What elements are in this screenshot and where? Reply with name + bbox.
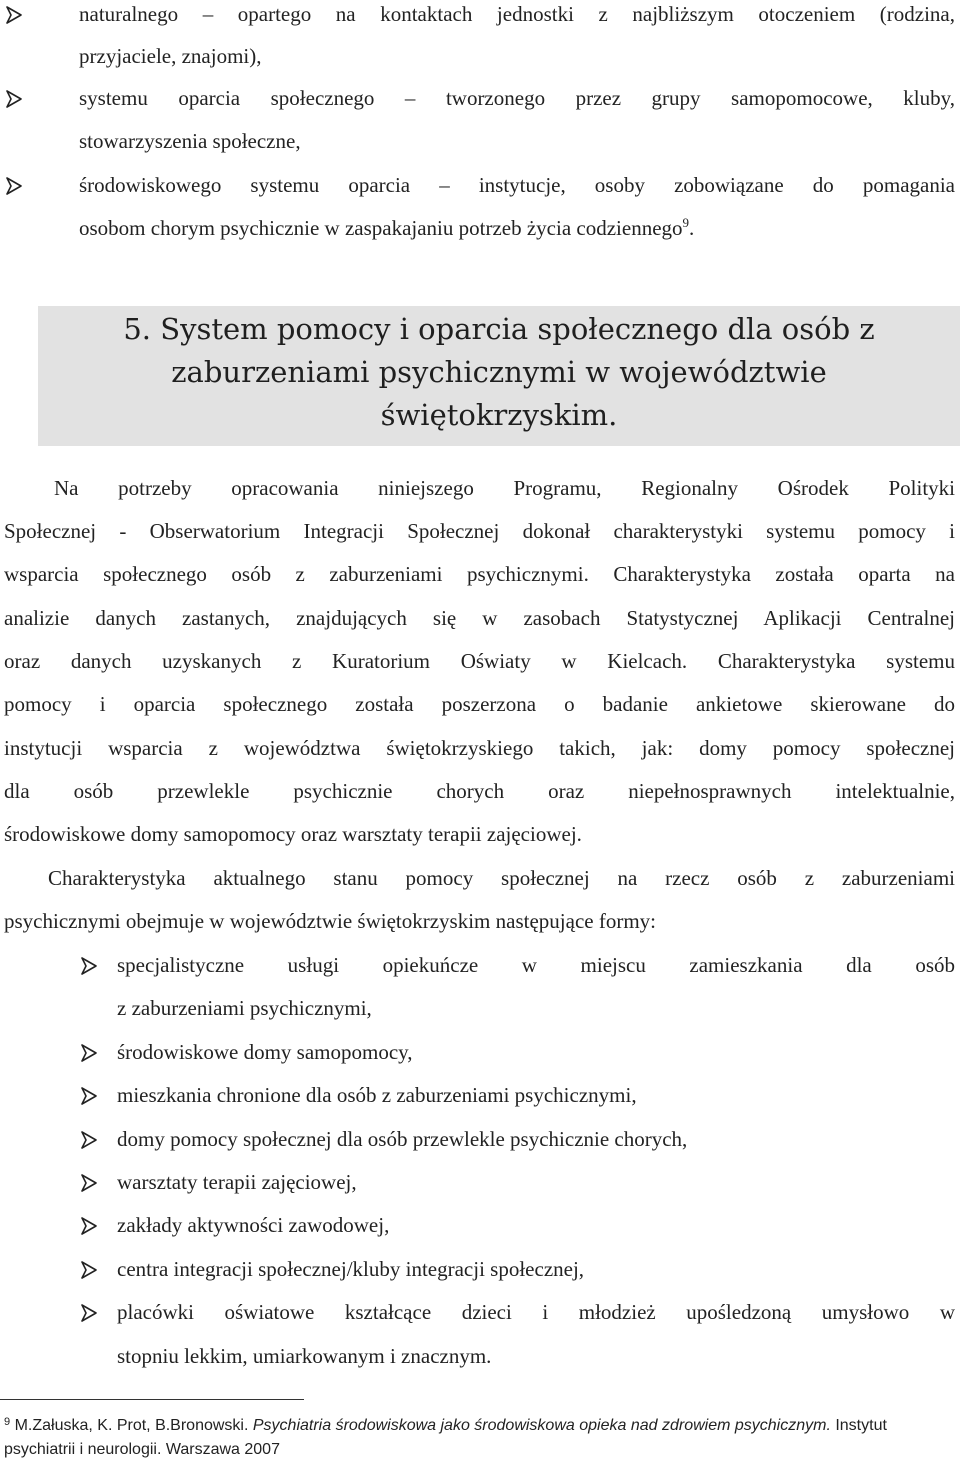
paragraph-line: Charakterystyka aktualnego stanu pomocy społecznej na rzecz osób z zaburzeniami — [48, 866, 955, 890]
paragraph-line: Na potrzeby opracowania niniejszego Programu, Regionalny Ośrodek Polityki — [54, 476, 955, 500]
paragraph-line: instytucji wsparcia z województwa świętokrzyskiego takich, jak: domy pomocy społecznej — [4, 736, 955, 760]
list-item-line — [79, 207, 694, 250]
footnote-number: 9 — [4, 1416, 11, 1428]
paragraph-line: dla osób przewlekle psychicznie chorych oraz niepełnosprawnych intelektualnie, — [4, 779, 955, 803]
list-item-line: domy pomocy społecznej dla osób przewlekle psychicznie chorych, — [117, 1127, 688, 1151]
arrow-bullet-icon — [81, 1261, 97, 1279]
footnote-authors: M.Załuska, K. Prot, B.Bronowski. — [14, 1417, 253, 1434]
list-item-line: warsztaty terapii zajęciowej, — [117, 1170, 357, 1194]
list-item-line: środowiskowego systemu oparcia – instytucje, osoby zobowiązane do pomagania — [79, 173, 955, 197]
paragraph-line: środowiskowe domy samopomocy oraz warsztaty terapii zajęciowej. — [4, 822, 582, 846]
list-item-line: zakłady aktywności zawodowej, — [117, 1213, 390, 1237]
list-item-tail: . — [689, 216, 695, 240]
list-item-line: naturalnego – opartego na kontaktach jednostki z najbliższym otoczeniem (rodzina, — [79, 2, 955, 26]
list-item-line: specjalistyczne usługi opiekuńcze w miejscu zamieszkania dla osób — [117, 953, 955, 977]
footnote-title: Psychiatria środowiskowa jako środowiskowa opieka nad zdrowiem psychicznym. — [252, 1417, 831, 1434]
footnote — [4, 1414, 924, 1462]
arrow-bullet-icon — [81, 1174, 97, 1192]
arrow-bullet-icon — [6, 177, 22, 195]
list-item-line: mieszkania chronione dla osób z zaburzeniami psychicznymi, — [117, 1083, 637, 1107]
arrow-bullet-icon — [81, 1304, 97, 1322]
paragraph-line: wsparcia społecznego osób z zaburzeniami psychicznymi. Charakterystyka została oparta na — [4, 562, 955, 586]
arrow-bullet-icon — [81, 1131, 97, 1149]
list-item-line: placówki oświatowe kształcące dzieci i młodzież upośledzoną umysłowo w — [117, 1300, 955, 1324]
list-item-line: centra integracji społecznej/kluby integracji społecznej, — [117, 1257, 585, 1281]
arrow-bullet-icon — [6, 6, 22, 24]
arrow-bullet-icon — [81, 1044, 97, 1062]
arrow-bullet-icon — [6, 90, 22, 108]
arrow-bullet-icon — [81, 1217, 97, 1235]
paragraph-line: Społecznej - Obserwatorium Integracji Społecznej dokonał charakterystyki systemu pomocy i — [4, 519, 955, 543]
section-heading-line: 5. System pomocy i oparcia społecznego dla osób z — [123, 312, 875, 346]
paragraph-line: oraz danych uzyskanych z Kuratorium Oświaty w Kielcach. Charakterystyka systemu — [4, 649, 955, 673]
paragraph-line: pomocy i oparcia społecznego została poszerzona o badanie ankietowe skierowane do — [4, 692, 955, 716]
paragraph-line: analizie danych zastanych, znajdujących się w zasobach Statystycznej Aplikacji Centralnej — [4, 606, 955, 630]
section-heading — [38, 306, 960, 446]
list-item-text: osobom chorym psychicznie w zaspakajaniu potrzeb życia codziennego — [79, 216, 683, 240]
arrow-bullet-icon — [81, 957, 97, 975]
list-item-line: stopniu lekkim, umiarkowanym i znacznym. — [117, 1344, 492, 1368]
arrow-bullet-icon — [81, 1087, 97, 1105]
footnote-publisher: Instytut psychiatrii i neurologii. Warszawa 2007 — [4, 1417, 887, 1458]
paragraph-line: psychicznymi obejmuje w województwie świętokrzyskim następujące formy: — [4, 909, 656, 933]
list-item-line: z zaburzeniami psychicznymi, — [117, 996, 372, 1020]
footnote-ref[interactable]: 9 — [682, 215, 690, 230]
footnote-divider — [0, 1399, 304, 1400]
section-heading-line: zaburzeniami psychicznymi w województwie — [171, 355, 827, 389]
list-item-line: środowiskowe domy samopomocy, — [117, 1040, 413, 1064]
list-item-line: przyjaciele, znajomi), — [79, 44, 262, 68]
list-item-line: stowarzyszenia społeczne, — [79, 129, 301, 153]
list-item-line: systemu oparcia społecznego – tworzonego przez grupy samopomocowe, kluby, — [79, 86, 955, 110]
section-heading-line: świętokrzyskim. — [380, 398, 618, 432]
